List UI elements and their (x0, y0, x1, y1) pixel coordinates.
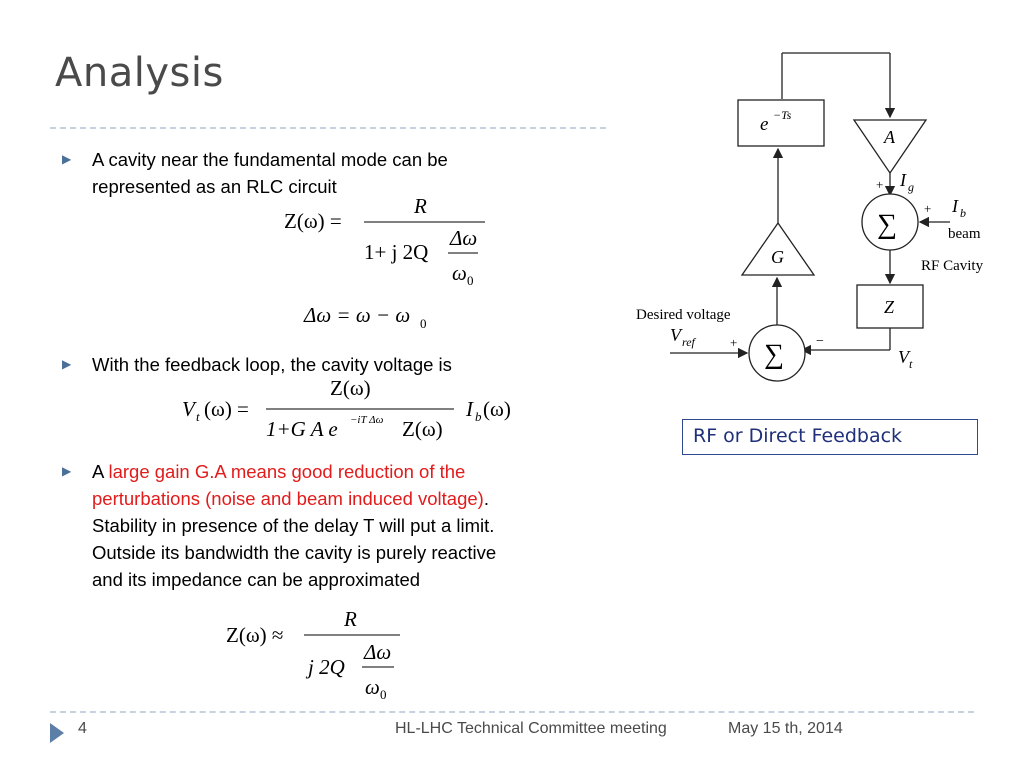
eq3-rhs-arg: (ω) (483, 397, 511, 421)
bullet-3-line5: and its impedance can be approximated (92, 569, 421, 590)
eq4-numerator: R (344, 607, 357, 631)
eq3-rhs: I (466, 397, 473, 421)
desired-voltage-label: Desired voltage (636, 307, 731, 323)
vt-sub: t (909, 357, 913, 371)
eq3-lhs-arg: (ω) = (204, 397, 249, 421)
bullet-3-highlight-2: perturbations (noise and beam induced voltage) (92, 488, 484, 509)
eq1-numerator: R (414, 194, 427, 218)
slide-title: Analysis (55, 50, 224, 96)
bullet-arrow-icon: ▶ (62, 152, 72, 166)
eq1-lhs: Z(ω) = (284, 209, 342, 233)
eq4-lhs: Z(ω) ≈ (226, 623, 284, 647)
vref-sub: ref (682, 335, 695, 349)
eq4-frac-den-sub: 0 (380, 687, 387, 702)
ig-label: I (900, 170, 906, 190)
vref-label: V (670, 325, 681, 345)
diagram-caption: RF or Direct Feedback (682, 419, 978, 455)
feedback-diagram (630, 45, 1010, 400)
eq2-text: Δω = ω − ω (304, 303, 411, 327)
title-divider (50, 127, 606, 129)
equation-approx-impedance (222, 604, 422, 710)
error-sum-symbol: ∑ (764, 339, 784, 370)
delay-block (738, 100, 824, 146)
eq4-den-a: j 2Q (308, 655, 345, 679)
vt-label: V (898, 347, 909, 367)
bullet-3-suffix: . (483, 488, 489, 509)
eq1-denominator: 1+ j 2Q (364, 240, 429, 264)
cavity-sum-symbol: ∑ (877, 209, 897, 240)
minus-sign: − (816, 334, 824, 349)
bullet-1-line2: represented as an RLC circuit (92, 176, 337, 197)
beam-label: beam (948, 226, 981, 242)
equation-impedance (280, 192, 500, 298)
equation-cavity-voltage (178, 374, 528, 450)
ig-sub: g (908, 180, 914, 194)
plus-a: + (876, 177, 884, 192)
eq1-frac-den: ω (452, 261, 467, 285)
bullet-3-prefix: A (92, 461, 109, 482)
delay-label: e (760, 114, 769, 135)
eq4-frac-den: ω (365, 675, 380, 699)
eq3-den-exp: −iT Δω (350, 414, 384, 426)
eq2-sub: 0 (420, 316, 427, 331)
footer-meeting: HL-LHC Technical Committee meeting (395, 720, 667, 737)
eq1-frac-num: Δω (450, 226, 478, 250)
page-number: 4 (78, 720, 87, 737)
eq3-lhs: V (182, 397, 195, 421)
eq3-den-a: 1+G A e (266, 417, 338, 441)
z-label: Z (884, 297, 895, 317)
footer-divider (50, 711, 974, 713)
eq3-numerator: Z(ω) (330, 376, 371, 400)
bullet-3-line4: Outside its bandwidth the cavity is purely reactive (92, 542, 497, 563)
footer-date: May 15 th, 2014 (728, 720, 843, 737)
plus-ib: + (924, 201, 932, 216)
bullet-3-highlight: large gain G.A means good reduction of the (108, 461, 466, 482)
bullet-1-line1: A cavity near the fundamental mode can be (92, 149, 448, 170)
eq3-lhs-sub: t (196, 409, 200, 424)
bullet-arrow-icon: ▶ (62, 357, 72, 371)
eq4-frac-num: Δω (364, 640, 392, 664)
ib-sub: b (960, 206, 966, 220)
bullet-2-text: With the feedback loop, the cavity voltage is (92, 354, 452, 375)
bullet-3-line3: Stability in presence of the delay T will put a limit. (92, 515, 495, 536)
bullet-arrow-icon: ▶ (62, 464, 72, 478)
delay-exp: −Ts (773, 108, 792, 122)
equation-delta-omega (302, 300, 452, 340)
eq3-den-b: Z(ω) (402, 417, 443, 441)
rf-cavity-label: RF Cavity (921, 258, 984, 274)
plus-vref: + (730, 335, 738, 350)
amp-a-label: A (884, 127, 895, 147)
eq3-rhs-sub: b (475, 409, 482, 424)
bullet-3 (62, 458, 592, 593)
amp-g-label: G (771, 247, 784, 267)
footer-arrow-icon (50, 723, 64, 743)
ib-label: I (952, 196, 958, 216)
eq1-frac-den-sub: 0 (467, 273, 474, 288)
